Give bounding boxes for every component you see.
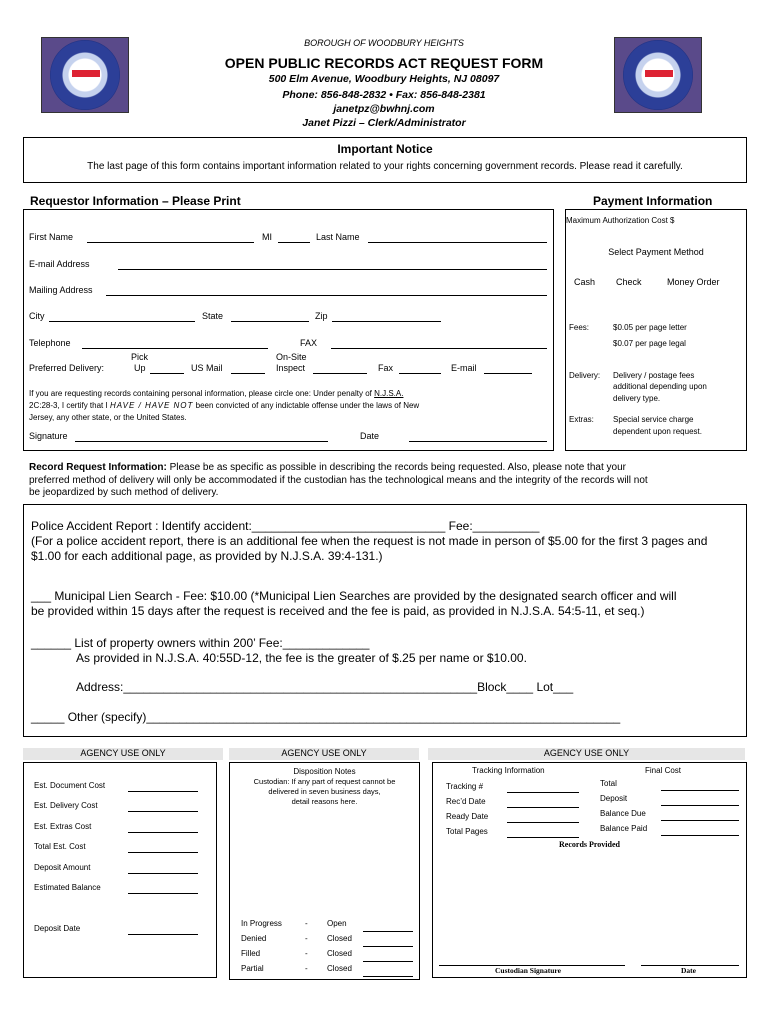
email-label: E-mail Address: [29, 259, 90, 269]
first-name-label: First Name: [29, 232, 74, 242]
select-payment-label: Select Payment Method: [608, 247, 704, 257]
pick-label: Pick: [131, 352, 149, 362]
delivery-label: Delivery:: [569, 371, 601, 380]
status-filled: Filled: [241, 949, 261, 958]
property-owners-note: As provided in N.J.S.A. 40:55D-12, the fee is the greater of $.25 per name or $10.00.: [76, 651, 527, 665]
delivery-line2: additional depending upon: [613, 382, 707, 391]
fax-label: FAX: [300, 338, 318, 348]
last-name-label: Last Name: [316, 232, 360, 242]
lien-search-note: be provided within 15 days after the request is received and the fee is paid, as provided in N.J.S.A. 54:5-11, et seq.): [31, 604, 645, 618]
status-open-field[interactable]: [363, 931, 413, 932]
check-option[interactable]: Check: [616, 277, 642, 287]
final-cost-title: Final Cost: [645, 766, 682, 775]
deposit-amount-label: Deposit Amount: [34, 863, 91, 872]
email-delivery-field[interactable]: [484, 373, 532, 374]
last-name-field[interactable]: [368, 242, 547, 243]
signature-label: Signature: [29, 431, 68, 441]
status-open: Open: [327, 919, 347, 928]
header-email: janetpz@bwhnj.com: [333, 103, 435, 115]
email-delivery-label: E-mail: [451, 363, 477, 373]
status-closed-field-3[interactable]: [363, 976, 413, 977]
record-request-box: [23, 504, 747, 737]
mailing-address-label: Mailing Address: [29, 285, 93, 295]
status-in-progress: In Progress: [241, 919, 282, 928]
balance-due-label: Balance Due: [600, 809, 646, 818]
final-total-label: Total: [600, 779, 617, 788]
agency-use-label-1: AGENCY USE ONLY: [23, 748, 223, 760]
personal-info-line3: Jersey, any other state, or the United States.: [29, 413, 187, 422]
notice-title: Important Notice: [337, 142, 433, 156]
telephone-label: Telephone: [29, 338, 71, 348]
mi-label: MI: [262, 232, 272, 242]
usmail-field[interactable]: [231, 373, 265, 374]
telephone-field[interactable]: [82, 348, 268, 349]
delivery-line1: Delivery / postage fees: [613, 371, 695, 380]
lien-search-line[interactable]: ___ Municipal Lien Search - Fee: $10.00 (*Municipal Lien Searches are provided by the designated search officer and will: [31, 589, 677, 603]
status-dash-4: -: [305, 964, 308, 973]
agency-cost-box: [23, 762, 217, 978]
city-label: City: [29, 311, 45, 321]
preferred-delivery-label: Preferred Delivery:: [29, 363, 105, 373]
est-extras-cost-field[interactable]: [128, 832, 198, 833]
est-delivery-cost-label: Est. Delivery Cost: [34, 801, 98, 810]
extras-line2: dependent upon request.: [613, 427, 702, 436]
money-order-option[interactable]: Money Order: [667, 277, 720, 287]
payment-heading: Payment Information: [593, 194, 713, 208]
pickup-field[interactable]: [150, 373, 184, 374]
header-clerk: Janet Pizzi – Clerk/Administrator: [302, 117, 466, 129]
borough-name: BOROUGH OF WOODBURY HEIGHTS: [304, 38, 464, 48]
final-total-field[interactable]: [661, 790, 739, 791]
personal-info-line1: If you are requesting records containing personal information, please circle one: Under penalty of N.J.S.A.: [29, 389, 404, 398]
status-dash-1: -: [305, 919, 308, 928]
pickup-label: Up: [134, 363, 146, 373]
tracking-number-label: Tracking #: [446, 782, 484, 791]
extras-line1: Special service charge: [613, 415, 694, 424]
onsite-label: On-Site: [276, 352, 307, 362]
requestor-heading: Requestor Information – Please Print: [30, 194, 241, 208]
delivery-line3: delivery type.: [613, 394, 661, 403]
estimated-balance-field[interactable]: [128, 893, 198, 894]
records-provided-label: Records Provided: [559, 840, 620, 849]
custodian-signature-label: Custodian Signature: [495, 966, 561, 975]
balance-due-field[interactable]: [661, 820, 739, 821]
balance-paid-field[interactable]: [661, 835, 739, 836]
disposition-box: [229, 762, 420, 980]
agency-use-label-2: AGENCY USE ONLY: [229, 748, 419, 760]
fees-label: Fees:: [569, 323, 590, 332]
max-cost-label: Maximum Authorization Cost $: [566, 216, 675, 225]
date-label: Date: [360, 431, 380, 441]
fax-field[interactable]: [331, 348, 547, 349]
fax-delivery-label: Fax: [378, 363, 394, 373]
status-dash-3: -: [305, 949, 308, 958]
status-closed-1: Closed: [327, 934, 352, 943]
notice-text: The last page of this form contains important information related to your rights concerning government records. Please read it carefully.: [87, 161, 683, 172]
status-closed-2: Closed: [327, 949, 352, 958]
status-denied: Denied: [241, 934, 267, 943]
signature-field[interactable]: [75, 441, 328, 442]
recd-date-field[interactable]: [507, 807, 579, 808]
fee-letter: $0.05 per page letter: [613, 323, 687, 332]
custodian-date-label: Date: [681, 966, 696, 975]
police-report-note1: (For a police accident report, there is an additional fee when the request is not made in person of $5.00 for the first 3 pages and: [31, 534, 708, 548]
first-name-field[interactable]: [87, 242, 254, 243]
estimated-balance-label: Estimated Balance: [34, 883, 101, 892]
ready-date-label: Ready Date: [446, 812, 489, 821]
disposition-note2: delivered in seven business days,: [268, 787, 381, 796]
est-delivery-cost-field[interactable]: [128, 811, 198, 812]
final-deposit-label: Deposit: [600, 794, 628, 803]
status-closed-3: Closed: [327, 964, 352, 973]
recd-date-label: Rec’d Date: [446, 797, 486, 806]
property-owners-line[interactable]: ______ List of property owners within 200’ Fee:_____________: [31, 636, 370, 650]
mailing-address-field[interactable]: [106, 295, 547, 296]
zip-field[interactable]: [332, 321, 441, 322]
tracking-number-field[interactable]: [507, 792, 579, 793]
inspect-field[interactable]: [313, 373, 367, 374]
disposition-note3: detail reasons here.: [291, 797, 358, 806]
fax-delivery-field[interactable]: [399, 373, 441, 374]
important-notice-box: [23, 137, 747, 183]
final-deposit-field[interactable]: [661, 805, 739, 806]
email-field[interactable]: [118, 269, 547, 270]
total-pages-field[interactable]: [507, 837, 579, 838]
est-extras-cost-label: Est. Extras Cost: [34, 822, 92, 831]
usmail-label: US Mail: [191, 363, 223, 373]
est-document-cost-field[interactable]: [128, 791, 198, 792]
header-address: 500 Elm Avenue, Woodbury Heights, NJ 08097: [268, 73, 500, 85]
total-est-cost-label: Total Est. Cost: [34, 842, 86, 851]
total-est-cost-field[interactable]: [128, 852, 198, 853]
state-label: State: [202, 311, 224, 321]
form-title: OPEN PUBLIC RECORDS ACT REQUEST FORM: [224, 55, 544, 71]
disposition-title: Disposition Notes: [293, 767, 356, 776]
extras-label: Extras:: [569, 415, 594, 424]
agency-use-label-3: AGENCY USE ONLY: [428, 748, 745, 760]
tracking-box: [432, 762, 747, 978]
tracking-title: Tracking Information: [472, 766, 545, 775]
deposit-date-label: Deposit Date: [34, 924, 81, 933]
deposit-amount-field[interactable]: [128, 873, 198, 874]
balance-paid-label: Balance Paid: [600, 824, 648, 833]
deposit-date-field[interactable]: [128, 934, 198, 935]
record-request-info: Record Request Information: Please be as specific as possible in describing the records being requested. Also, please note that your preferred method of delivery will only be accommodated if the custodian has the technological means and the integrity of the records will not be jeopardized by such method of delivery.: [29, 462, 648, 498]
police-report-note2: $1.00 for each additional page, as provided by N.J.S.A. 39:4-131.): [31, 549, 383, 563]
inspect-label: Inspect: [276, 363, 306, 373]
payment-box: [565, 209, 747, 451]
mi-field[interactable]: [278, 242, 310, 243]
address-block-lot-line[interactable]: Address:_____________________________________________________Block____ Lot___: [76, 680, 574, 694]
fee-legal: $0.07 per page legal: [613, 339, 686, 348]
zip-label: Zip: [315, 311, 328, 321]
status-closed-field-1[interactable]: [363, 946, 413, 947]
status-closed-field-2[interactable]: [363, 961, 413, 962]
header-phone: Phone: 856-848-2832 • Fax: 856-848-2381: [282, 89, 486, 101]
disposition-note1: Custodian: If any part of request cannot be: [253, 777, 396, 786]
total-pages-label: Total Pages: [446, 827, 488, 836]
status-partial: Partial: [241, 964, 264, 973]
est-document-cost-label: Est. Document Cost: [34, 781, 106, 790]
cash-option[interactable]: Cash: [574, 277, 596, 287]
date-field[interactable]: [409, 441, 547, 442]
personal-info-line2: 2C:28-3, I certify that I HAVE / HAVE NOT been convicted of any indictable offense under the laws of New: [29, 401, 420, 410]
other-specify-line[interactable]: _____ Other (specify)_______________________________________________________________________: [31, 710, 621, 724]
ready-date-field[interactable]: [507, 822, 579, 823]
police-report-line[interactable]: Police Accident Report : Identify accident:_____________________________ Fee:__________: [31, 519, 540, 533]
city-field[interactable]: [49, 321, 195, 322]
status-dash-2: -: [305, 934, 308, 943]
state-field[interactable]: [231, 321, 309, 322]
